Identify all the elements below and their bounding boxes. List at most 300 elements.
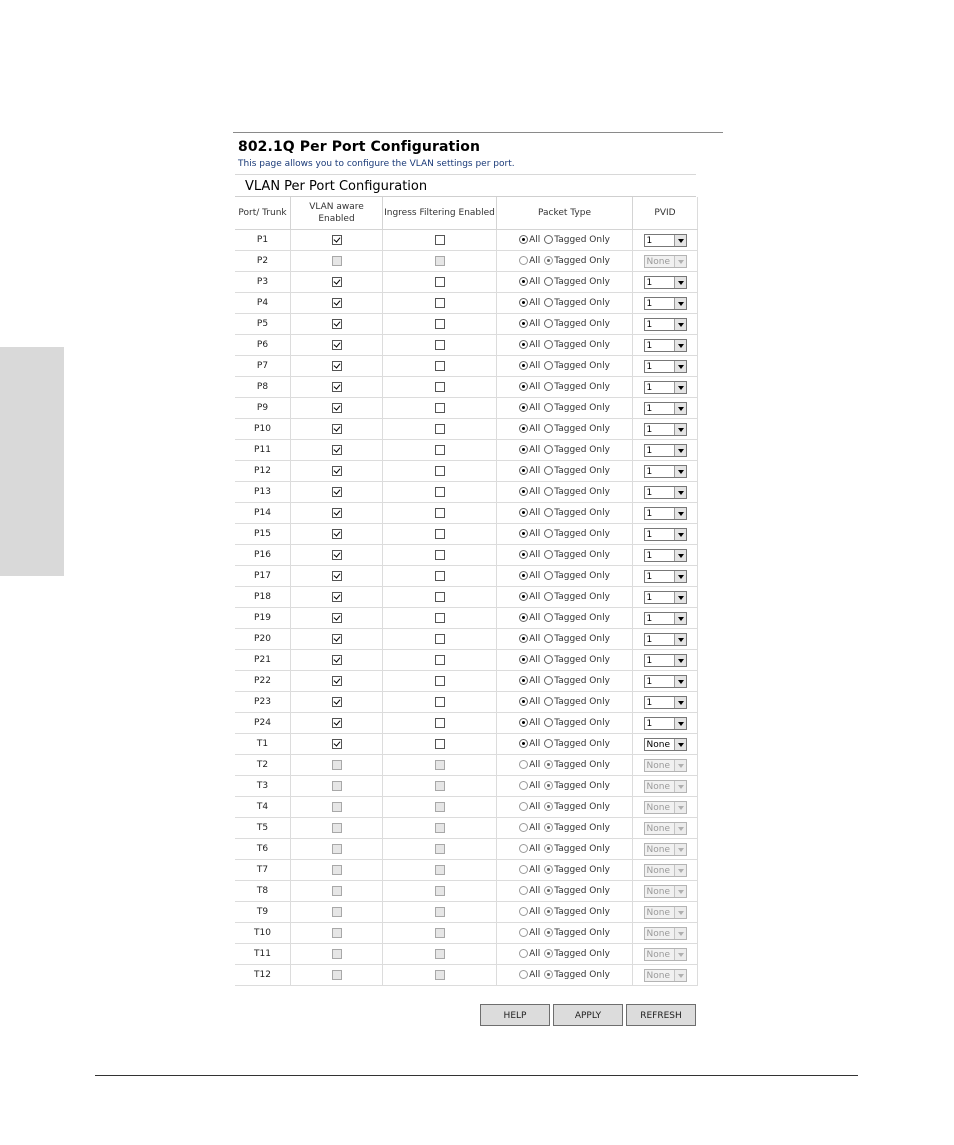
vlan-aware-checkbox[interactable]: [332, 487, 342, 497]
packet-type-cell: [497, 629, 633, 650]
vlan-aware-checkbox[interactable]: [332, 298, 342, 308]
packet-all-option[interactable]: [519, 361, 540, 372]
ingress-filter-checkbox[interactable]: [435, 550, 445, 560]
vlan-aware-cell: [291, 566, 383, 587]
radio-all[interactable]: [519, 277, 528, 286]
packet-all-option[interactable]: [519, 466, 540, 477]
radio-all[interactable]: [519, 655, 528, 664]
vlan-aware-checkbox[interactable]: [332, 676, 342, 686]
packet-type-cell: [497, 713, 633, 734]
vlan-aware-checkbox[interactable]: [332, 445, 342, 455]
ingress-filter-checkbox[interactable]: [435, 466, 445, 476]
radio-tagged-only[interactable]: [544, 466, 553, 475]
packet-tagged-option[interactable]: [544, 235, 610, 246]
pvid-select[interactable]: [644, 570, 687, 583]
vlan-aware-checkbox[interactable]: [332, 613, 342, 623]
port-label: P7: [256, 361, 269, 371]
pvid-value: None: [646, 739, 670, 750]
packet-tagged-option[interactable]: [544, 550, 610, 561]
radio-tagged-only[interactable]: [544, 403, 553, 412]
radio-all: [519, 907, 528, 916]
ingress-filter-checkbox[interactable]: [435, 487, 445, 497]
radio-tagged-only[interactable]: [544, 319, 553, 328]
packet-type-cell: [497, 461, 633, 482]
radio-all-label: All: [529, 318, 541, 329]
chevron-down-icon: [674, 319, 686, 330]
pvid-cell: [633, 251, 698, 272]
ingress-filter-checkbox[interactable]: [435, 277, 445, 287]
radio-all[interactable]: [519, 382, 528, 391]
pvid-select[interactable]: [644, 591, 687, 604]
radio-tagged-only: [544, 907, 553, 916]
packet-all-option[interactable]: [519, 529, 540, 540]
vlan-aware-checkbox[interactable]: [332, 550, 342, 560]
header-vlan-aware: [291, 197, 383, 230]
pvid-select[interactable]: [644, 339, 687, 352]
packet-all-option: [519, 865, 540, 876]
radio-all: [519, 886, 528, 895]
vlan-aware-cell: [291, 881, 383, 902]
radio-all[interactable]: [519, 361, 528, 370]
radio-all[interactable]: [519, 739, 528, 748]
packet-all-option[interactable]: [519, 676, 540, 687]
packet-all-option[interactable]: [519, 340, 540, 351]
pvid-select[interactable]: [644, 696, 687, 709]
vlan-aware-checkbox[interactable]: [332, 634, 342, 644]
pvid-cell: [633, 713, 698, 734]
pvid-select[interactable]: [644, 486, 687, 499]
packet-tagged-option[interactable]: [544, 613, 610, 624]
pvid-select[interactable]: [644, 717, 687, 730]
ingress-filter-checkbox[interactable]: [435, 739, 445, 749]
vlan-aware-checkbox[interactable]: [332, 340, 342, 350]
port-cell: [235, 776, 291, 797]
packet-all-option[interactable]: [519, 739, 540, 750]
packet-tagged-option[interactable]: [544, 508, 610, 519]
pvid-select[interactable]: [644, 738, 687, 751]
pvid-select[interactable]: [644, 444, 687, 457]
packet-all-option[interactable]: [519, 508, 540, 519]
vlan-aware-checkbox[interactable]: [332, 403, 342, 413]
packet-tagged-option[interactable]: [544, 403, 610, 414]
pvid-select: [644, 864, 687, 877]
pvid-select[interactable]: [644, 528, 687, 541]
radio-tagged-only[interactable]: [544, 277, 553, 286]
packet-type-cell: [497, 566, 633, 587]
radio-all[interactable]: [519, 403, 528, 412]
ingress-filter-checkbox[interactable]: [435, 697, 445, 707]
radio-tagged-only[interactable]: [544, 529, 553, 538]
packet-all-option[interactable]: [519, 697, 540, 708]
pvid-cell: [633, 608, 698, 629]
packet-all-option[interactable]: [519, 319, 540, 330]
radio-tagged-label: Tagged Only: [554, 843, 610, 854]
ingress-filter-checkbox[interactable]: [435, 718, 445, 728]
packet-all-option[interactable]: [519, 445, 540, 456]
vlan-aware-cell: [291, 860, 383, 881]
radio-all[interactable]: [519, 424, 528, 433]
port-label: T8: [256, 886, 269, 896]
radio-tagged-label: Tagged Only: [554, 297, 610, 308]
radio-all[interactable]: [519, 466, 528, 475]
radio-all-label: All: [529, 255, 541, 266]
radio-tagged-only[interactable]: [544, 508, 553, 517]
radio-all: [519, 865, 528, 874]
radio-tagged-only[interactable]: [544, 634, 553, 643]
vlan-aware-cell: [291, 251, 383, 272]
packet-tagged-option[interactable]: [544, 676, 610, 687]
radio-tagged-only[interactable]: [544, 739, 553, 748]
radio-all[interactable]: [519, 529, 528, 538]
radio-tagged-only[interactable]: [544, 424, 553, 433]
apply-button[interactable]: APPLY: [553, 1004, 623, 1026]
radio-tagged-only[interactable]: [544, 445, 553, 454]
packet-tagged-option[interactable]: [544, 592, 610, 603]
radio-tagged-only[interactable]: [544, 361, 553, 370]
vlan-aware-checkbox[interactable]: [332, 235, 342, 245]
packet-type-cell: [497, 314, 633, 335]
port-label: T5: [256, 823, 269, 833]
ingress-filter-checkbox[interactable]: [435, 361, 445, 371]
pvid-cell: [633, 692, 698, 713]
radio-tagged-label: Tagged Only: [554, 444, 610, 455]
port-label: T12: [254, 970, 271, 980]
vlan-aware-checkbox[interactable]: [332, 466, 342, 476]
vlan-aware-checkbox[interactable]: [332, 718, 342, 728]
pvid-select[interactable]: [644, 465, 687, 478]
packet-type-cell: [497, 818, 633, 839]
packet-all-option[interactable]: [519, 235, 540, 246]
port-cell: [235, 713, 291, 734]
ingress-cell: [383, 335, 497, 356]
radio-tagged-label: Tagged Only: [554, 591, 610, 602]
packet-type-cell: [497, 503, 633, 524]
packet-all-option: [519, 823, 540, 834]
radio-tagged-only[interactable]: [544, 487, 553, 496]
ingress-filter-checkbox: [435, 949, 445, 959]
ingress-filter-checkbox[interactable]: [435, 445, 445, 455]
packet-tagged-option[interactable]: [544, 718, 610, 729]
packet-type-cell: [497, 440, 633, 461]
packet-tagged-option[interactable]: [544, 445, 610, 456]
port-cell: [235, 377, 291, 398]
header-vlan-aware-label: VLAN aware Enabled: [309, 202, 364, 224]
ingress-cell: [383, 272, 497, 293]
packet-tagged-option[interactable]: [544, 466, 610, 477]
radio-all[interactable]: [519, 298, 528, 307]
chevron-down-icon: [674, 823, 686, 834]
pvid-select[interactable]: [644, 318, 687, 331]
vlan-aware-checkbox: [332, 256, 342, 266]
packet-type-cell: [497, 902, 633, 923]
radio-all[interactable]: [519, 487, 528, 496]
ingress-filter-checkbox[interactable]: [435, 655, 445, 665]
radio-all-label: All: [529, 570, 541, 581]
help-button[interactable]: HELP: [480, 1004, 550, 1026]
radio-tagged-only[interactable]: [544, 592, 553, 601]
radio-all[interactable]: [519, 697, 528, 706]
vlan-port-table: [235, 197, 698, 986]
packet-all-option[interactable]: [519, 571, 540, 582]
packet-all-option: [519, 907, 540, 918]
radio-all-label: All: [529, 654, 541, 665]
chevron-down-icon: [674, 886, 686, 897]
packet-all-option[interactable]: [519, 403, 540, 414]
packet-tagged-option[interactable]: [544, 361, 610, 372]
ingress-filter-checkbox[interactable]: [435, 508, 445, 518]
packet-all-option[interactable]: [519, 487, 540, 498]
table-row: [235, 734, 698, 755]
ingress-filter-checkbox[interactable]: [435, 676, 445, 686]
ingress-filter-checkbox[interactable]: [435, 592, 445, 602]
radio-tagged-only[interactable]: [544, 382, 553, 391]
packet-all-option: [519, 844, 540, 855]
packet-tagged-option[interactable]: [544, 319, 610, 330]
radio-all[interactable]: [519, 235, 528, 244]
packet-type-cell: [497, 860, 633, 881]
table-row: [235, 776, 698, 797]
vlan-aware-cell: [291, 608, 383, 629]
packet-tagged-option[interactable]: [544, 487, 610, 498]
packet-type-cell: [497, 734, 633, 755]
packet-all-option[interactable]: [519, 298, 540, 309]
refresh-button[interactable]: REFRESH: [626, 1004, 696, 1026]
header-packet-type-label: Packet Type: [538, 208, 591, 218]
ingress-filter-checkbox[interactable]: [435, 319, 445, 329]
packet-tagged-option: [544, 844, 610, 855]
radio-all-label: All: [529, 591, 541, 602]
vlan-aware-checkbox[interactable]: [332, 571, 342, 581]
vlan-aware-checkbox[interactable]: [332, 319, 342, 329]
vlan-aware-cell: [291, 755, 383, 776]
pvid-select[interactable]: [644, 297, 687, 310]
pvid-select[interactable]: [644, 675, 687, 688]
radio-tagged-only: [544, 949, 553, 958]
vlan-aware-cell: [291, 314, 383, 335]
radio-all[interactable]: [519, 319, 528, 328]
ingress-filter-checkbox[interactable]: [435, 340, 445, 350]
pvid-select[interactable]: [644, 549, 687, 562]
radio-tagged-only[interactable]: [544, 235, 553, 244]
radio-all[interactable]: [519, 718, 528, 727]
ingress-filter-checkbox: [435, 907, 445, 917]
radio-tagged-label: Tagged Only: [554, 675, 610, 686]
vlan-aware-checkbox[interactable]: [332, 382, 342, 392]
radio-tagged-label: Tagged Only: [554, 801, 610, 812]
packet-tagged-option: [544, 949, 610, 960]
vlan-aware-cell: [291, 797, 383, 818]
packet-tagged-option[interactable]: [544, 634, 610, 645]
ingress-filter-checkbox[interactable]: [435, 571, 445, 581]
pvid-select[interactable]: [644, 507, 687, 520]
ingress-cell: [383, 734, 497, 755]
radio-tagged-label: Tagged Only: [554, 276, 610, 287]
chevron-down-icon: [674, 235, 686, 246]
packet-tagged-option[interactable]: [544, 424, 610, 435]
radio-tagged-label: Tagged Only: [554, 969, 610, 980]
radio-tagged-only[interactable]: [544, 550, 553, 559]
radio-tagged-only[interactable]: [544, 571, 553, 580]
pvid-cell: [633, 629, 698, 650]
radio-tagged-only: [544, 928, 553, 937]
radio-tagged-only[interactable]: [544, 676, 553, 685]
radio-all[interactable]: [519, 592, 528, 601]
radio-all[interactable]: [519, 634, 528, 643]
vlan-aware-checkbox[interactable]: [332, 277, 342, 287]
port-label: T11: [254, 949, 271, 959]
vlan-aware-checkbox[interactable]: [332, 655, 342, 665]
vlan-aware-checkbox[interactable]: [332, 592, 342, 602]
packet-tagged-option[interactable]: [544, 298, 610, 309]
packet-tagged-option[interactable]: [544, 340, 610, 351]
radio-all-label: All: [529, 801, 541, 812]
packet-type-cell: [497, 587, 633, 608]
pvid-select[interactable]: [644, 402, 687, 415]
packet-type-cell: [497, 881, 633, 902]
pvid-value: 1: [646, 697, 653, 708]
chevron-down-icon: [674, 949, 686, 960]
ingress-filter-checkbox[interactable]: [435, 424, 445, 434]
chevron-down-icon: [674, 592, 686, 603]
radio-tagged-label: Tagged Only: [554, 948, 610, 959]
radio-all: [519, 970, 528, 979]
port-cell: [235, 293, 291, 314]
pvid-select[interactable]: [644, 234, 687, 247]
packet-all-option[interactable]: [519, 634, 540, 645]
port-cell: [235, 482, 291, 503]
packet-all-option[interactable]: [519, 592, 540, 603]
ingress-filter-checkbox[interactable]: [435, 613, 445, 623]
vlan-aware-checkbox: [332, 823, 342, 833]
radio-all[interactable]: [519, 340, 528, 349]
vlan-aware-checkbox[interactable]: [332, 697, 342, 707]
packet-tagged-option[interactable]: [544, 697, 610, 708]
ingress-filter-checkbox[interactable]: [435, 634, 445, 644]
divider: [235, 174, 696, 175]
pvid-cell: [633, 755, 698, 776]
radio-tagged-label: Tagged Only: [554, 738, 610, 749]
packet-type-cell: [497, 419, 633, 440]
vlan-aware-checkbox[interactable]: [332, 508, 342, 518]
packet-tagged-option[interactable]: [544, 382, 610, 393]
port-label: P3: [256, 277, 269, 287]
table-row: [235, 272, 698, 293]
radio-tagged-only[interactable]: [544, 655, 553, 664]
pvid-select[interactable]: [644, 276, 687, 289]
radio-all[interactable]: [519, 571, 528, 580]
pvid-value: 1: [646, 613, 653, 624]
ingress-filter-checkbox[interactable]: [435, 529, 445, 539]
pvid-select[interactable]: [644, 633, 687, 646]
ingress-filter-checkbox: [435, 886, 445, 896]
chevron-down-icon: [674, 361, 686, 372]
ingress-filter-checkbox[interactable]: [435, 382, 445, 392]
ingress-filter-checkbox[interactable]: [435, 298, 445, 308]
radio-tagged-only: [544, 886, 553, 895]
packet-all-option[interactable]: [519, 550, 540, 561]
radio-tagged-only[interactable]: [544, 613, 553, 622]
radio-all[interactable]: [519, 508, 528, 517]
packet-all-option: [519, 802, 540, 813]
vlan-aware-cell: [291, 230, 383, 251]
packet-tagged-option[interactable]: [544, 529, 610, 540]
pvid-select[interactable]: [644, 423, 687, 436]
pvid-select[interactable]: [644, 381, 687, 394]
radio-tagged-label: Tagged Only: [554, 318, 610, 329]
chevron-down-icon: [674, 529, 686, 540]
pvid-value: 1: [646, 634, 653, 645]
ingress-filter-checkbox[interactable]: [435, 403, 445, 413]
table-row: [235, 818, 698, 839]
radio-tagged-only[interactable]: [544, 718, 553, 727]
vlan-aware-cell: [291, 398, 383, 419]
vlan-aware-checkbox[interactable]: [332, 529, 342, 539]
port-cell: [235, 944, 291, 965]
vlan-aware-checkbox[interactable]: [332, 424, 342, 434]
radio-all[interactable]: [519, 613, 528, 622]
vlan-aware-cell: [291, 419, 383, 440]
pvid-select[interactable]: [644, 612, 687, 625]
pvid-select[interactable]: [644, 360, 687, 373]
vlan-aware-cell: [291, 503, 383, 524]
packet-all-option[interactable]: [519, 613, 540, 624]
port-label: P10: [254, 424, 271, 434]
ingress-filter-checkbox: [435, 865, 445, 875]
packet-tagged-option[interactable]: [544, 655, 610, 666]
vlan-aware-checkbox[interactable]: [332, 361, 342, 371]
ingress-filter-checkbox[interactable]: [435, 235, 445, 245]
radio-all[interactable]: [519, 550, 528, 559]
packet-type-cell: [497, 545, 633, 566]
pvid-select[interactable]: [644, 654, 687, 667]
radio-all-label: All: [529, 297, 541, 308]
pvid-cell: [633, 923, 698, 944]
packet-type-cell: [497, 923, 633, 944]
packet-all-option[interactable]: [519, 655, 540, 666]
packet-tagged-option: [544, 823, 610, 834]
pvid-cell: [633, 314, 698, 335]
packet-all-option[interactable]: [519, 424, 540, 435]
table-row: [235, 545, 698, 566]
pvid-cell: [633, 377, 698, 398]
packet-all-option[interactable]: [519, 277, 540, 288]
radio-tagged-only[interactable]: [544, 697, 553, 706]
radio-tagged-only[interactable]: [544, 298, 553, 307]
ingress-cell: [383, 524, 497, 545]
radio-tagged-only[interactable]: [544, 340, 553, 349]
radio-tagged-label: Tagged Only: [554, 906, 610, 917]
pvid-select: [644, 927, 687, 940]
packet-all-option[interactable]: [519, 382, 540, 393]
packet-tagged-option[interactable]: [544, 277, 610, 288]
pvid-cell: [633, 839, 698, 860]
radio-all[interactable]: [519, 445, 528, 454]
packet-tagged-option[interactable]: [544, 571, 610, 582]
table-row: [235, 566, 698, 587]
radio-all-label: All: [529, 759, 541, 770]
page-title: 802.1Q Per Port Configuration: [238, 139, 481, 155]
radio-all[interactable]: [519, 676, 528, 685]
chevron-down-icon: [674, 340, 686, 351]
vlan-aware-cell: [291, 713, 383, 734]
pvid-cell: [633, 776, 698, 797]
packet-all-option[interactable]: [519, 718, 540, 729]
vlan-aware-cell: [291, 377, 383, 398]
table-row: [235, 251, 698, 272]
packet-tagged-option[interactable]: [544, 739, 610, 750]
vlan-aware-checkbox[interactable]: [332, 739, 342, 749]
port-cell: [235, 671, 291, 692]
